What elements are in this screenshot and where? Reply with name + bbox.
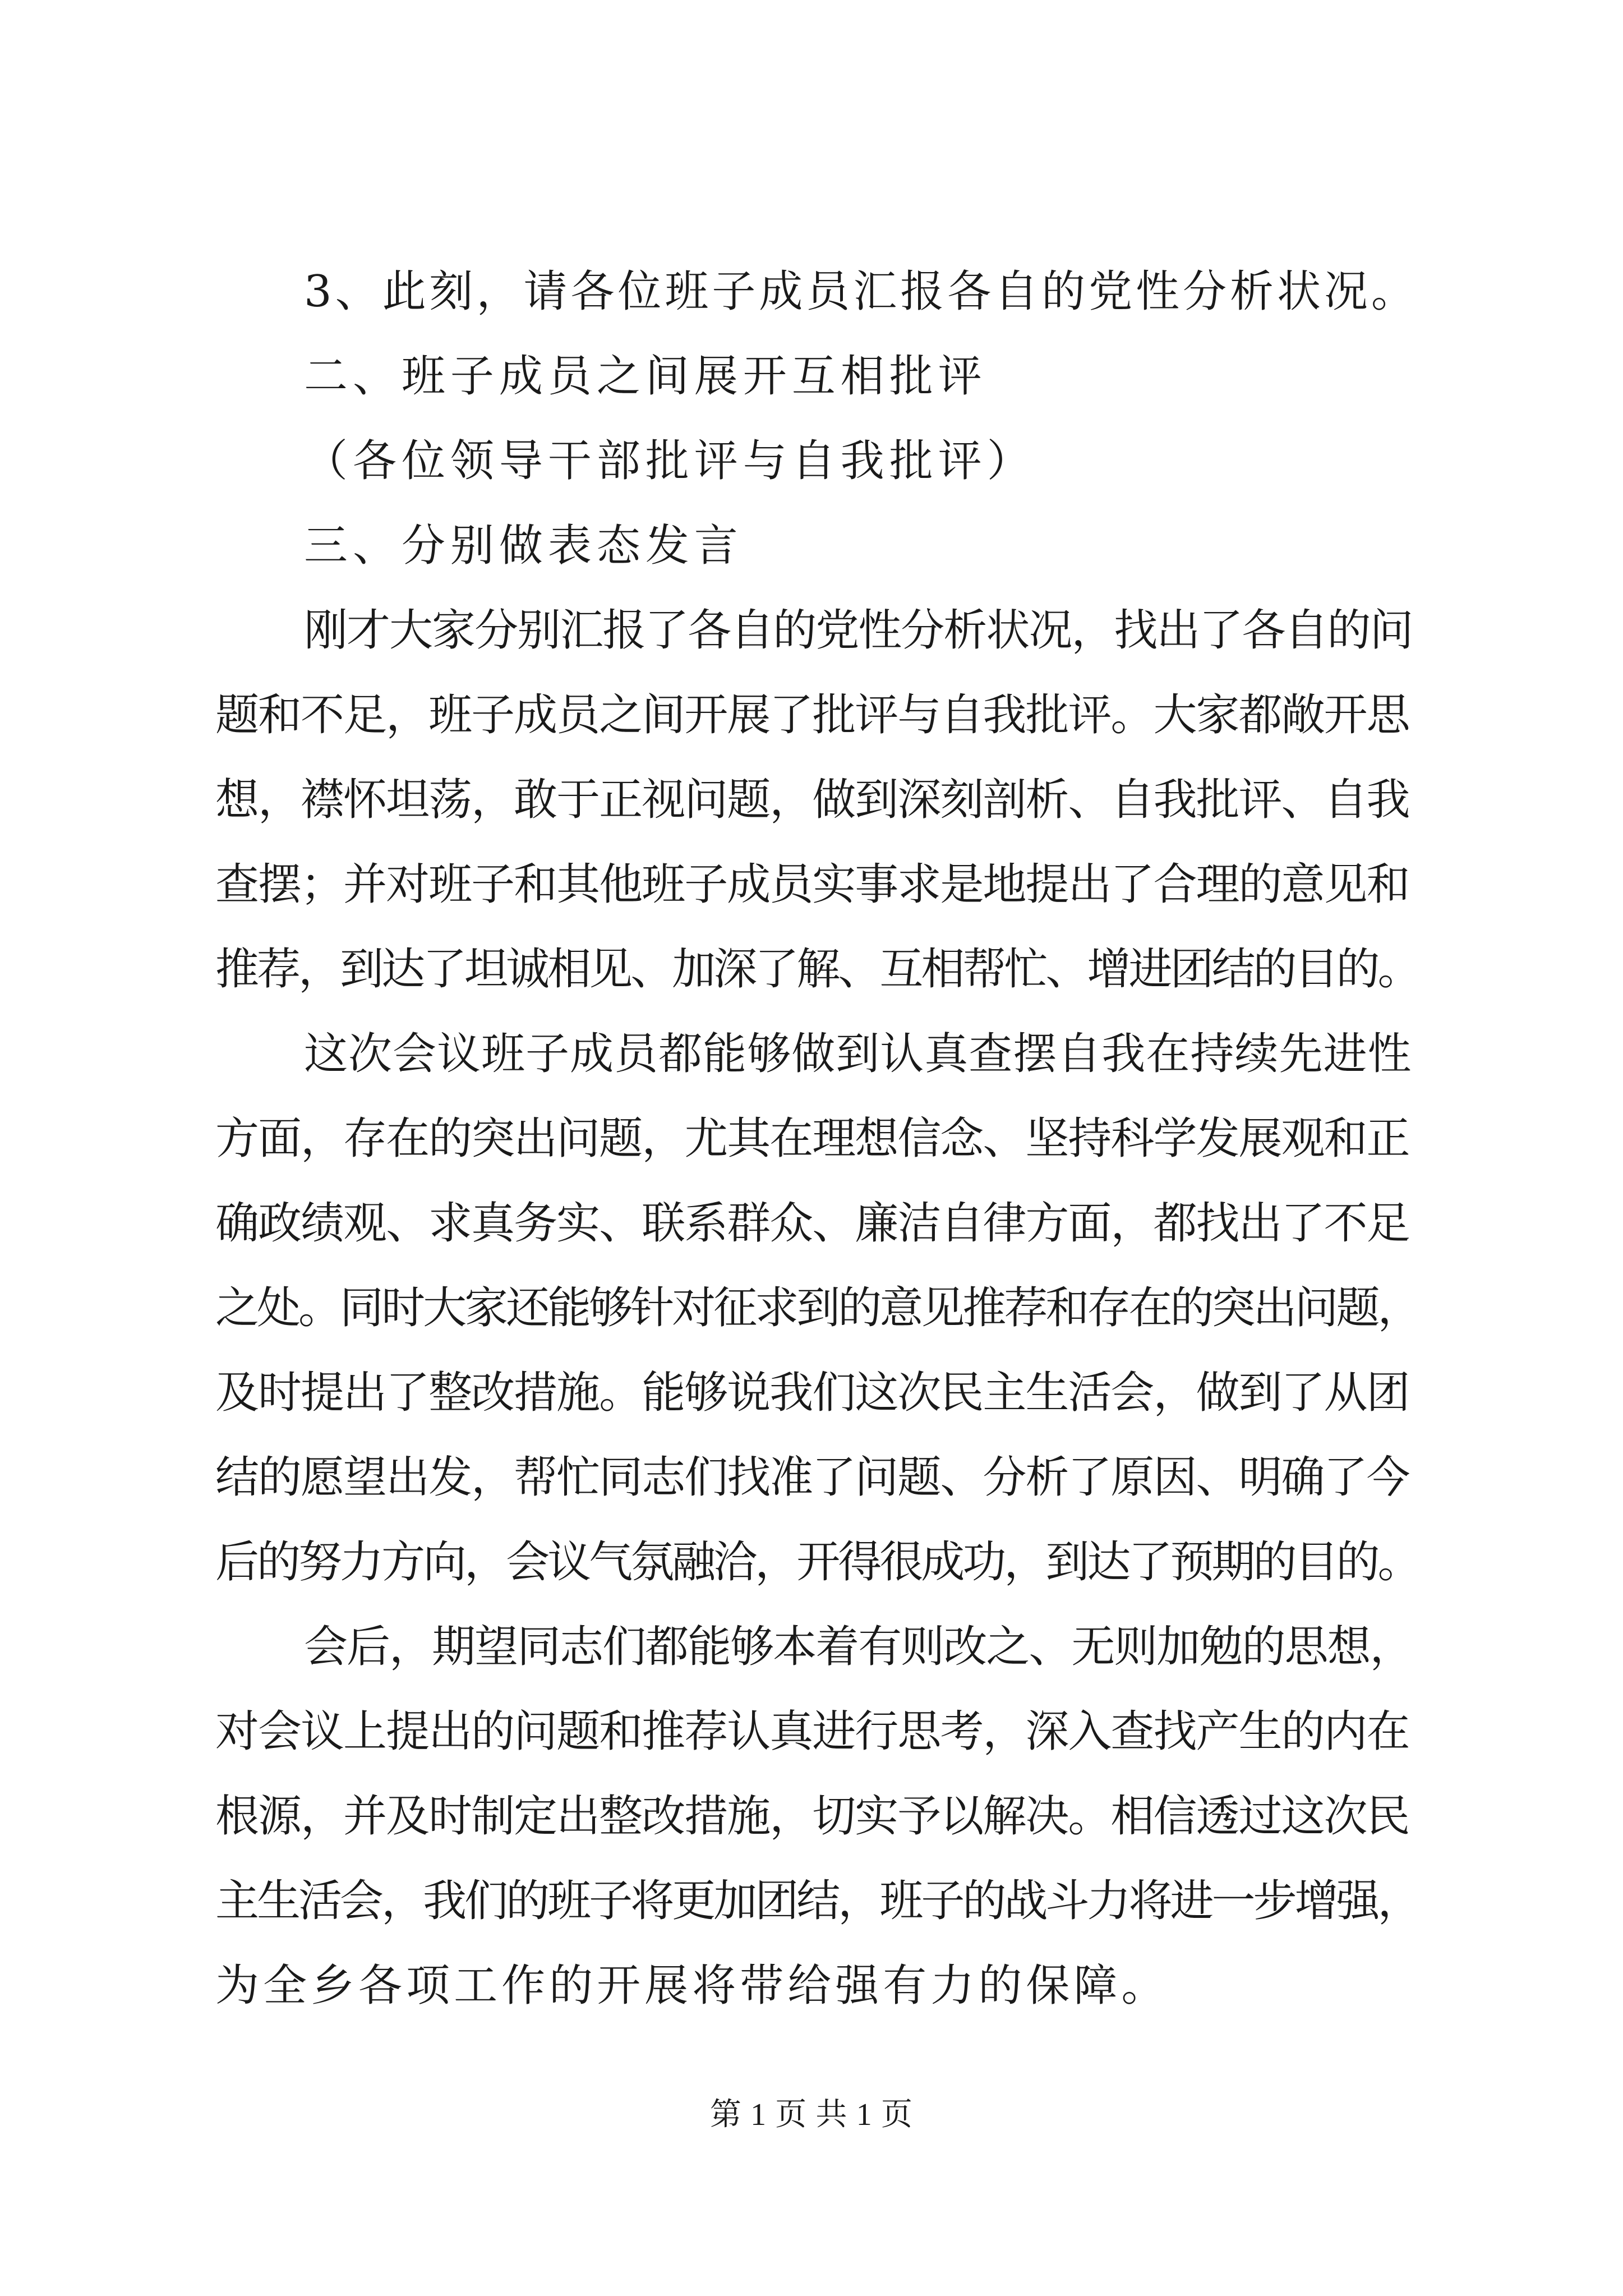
paragraph-line: 确政绩观、求真务实、联系群众、廉洁自律方面，都找出了不足 — [215, 1198, 1409, 1249]
paragraph-line: 想，襟怀坦荡，敢于正视问题，做到深刻剖析、自我批评、自我 — [215, 775, 1409, 825]
section-heading: 三、分别做表态发言 — [304, 521, 743, 571]
paragraph-line: 题和不足，班子成员之间开展了批评与自我批评。大家都敞开思 — [215, 690, 1409, 740]
paragraph-line: 结的愿望出发，帮忙同志们找准了问题、分析了原因、明确了今 — [215, 1452, 1409, 1503]
paragraph-line: 这次会议班子成员都能够做到认真查摆自我在持续先进性 — [304, 1029, 1412, 1079]
paragraph-line: 方面，存在的突出问题，尤其在理想信念、坚持科学发展观和正 — [215, 1114, 1409, 1164]
paragraph-line: 会后，期望同志们都能够本着有则改之、无则加勉的思想， — [304, 1622, 1413, 1672]
document-body — [215, 250, 1422, 2028]
paragraph-line: 之处。同时大家还能够针对征求到的意见推荐和存在的突出问题， — [215, 1283, 1419, 1333]
paragraph-line: 及时提出了整改措施。能够说我们这次民主生活会，做到了从团 — [215, 1368, 1409, 1418]
paragraph-line: 为全乡各项工作的开展将带给强有力的保障。 — [215, 1961, 1169, 2011]
paragraph-line: 后的努力方向，会议气氛融洽，开得很成功，到达了预期的目的。 — [215, 1537, 1419, 1588]
paragraph-line: 根源，并及时制定出整改措施，切实予以解决。相信透过这次民 — [215, 1791, 1409, 1842]
paragraph-line: 查摆；并对班子和其他班子成员实事求是地提出了合理的意见和 — [215, 859, 1409, 910]
paragraph-line: 推荐，到达了坦诚相见、加深了解、互相帮忙、增进团结的目的。 — [215, 944, 1419, 995]
paragraph-line: 3、此刻，请各位班子成员汇报各自的党性分析状况。 — [304, 266, 1418, 317]
section-heading: 二、班子成员之间展开互相批评 — [304, 351, 987, 402]
page-number-footer: 第 1 页 共 1 页 — [709, 2097, 914, 2132]
paragraph-line: （各位领导干部批评与自我批评） — [304, 436, 1036, 486]
paragraph-line: 刚才大家分别汇报了各自的党性分析状况，找出了各自的问 — [304, 605, 1413, 656]
paragraph-line: 对会议上提出的问题和推荐认真进行思考，深入查找产生的内在 — [215, 1706, 1409, 1757]
paragraph-line: 主生活会，我们的班子将更加团结，班子的战斗力将进一步增强， — [215, 1876, 1419, 1926]
